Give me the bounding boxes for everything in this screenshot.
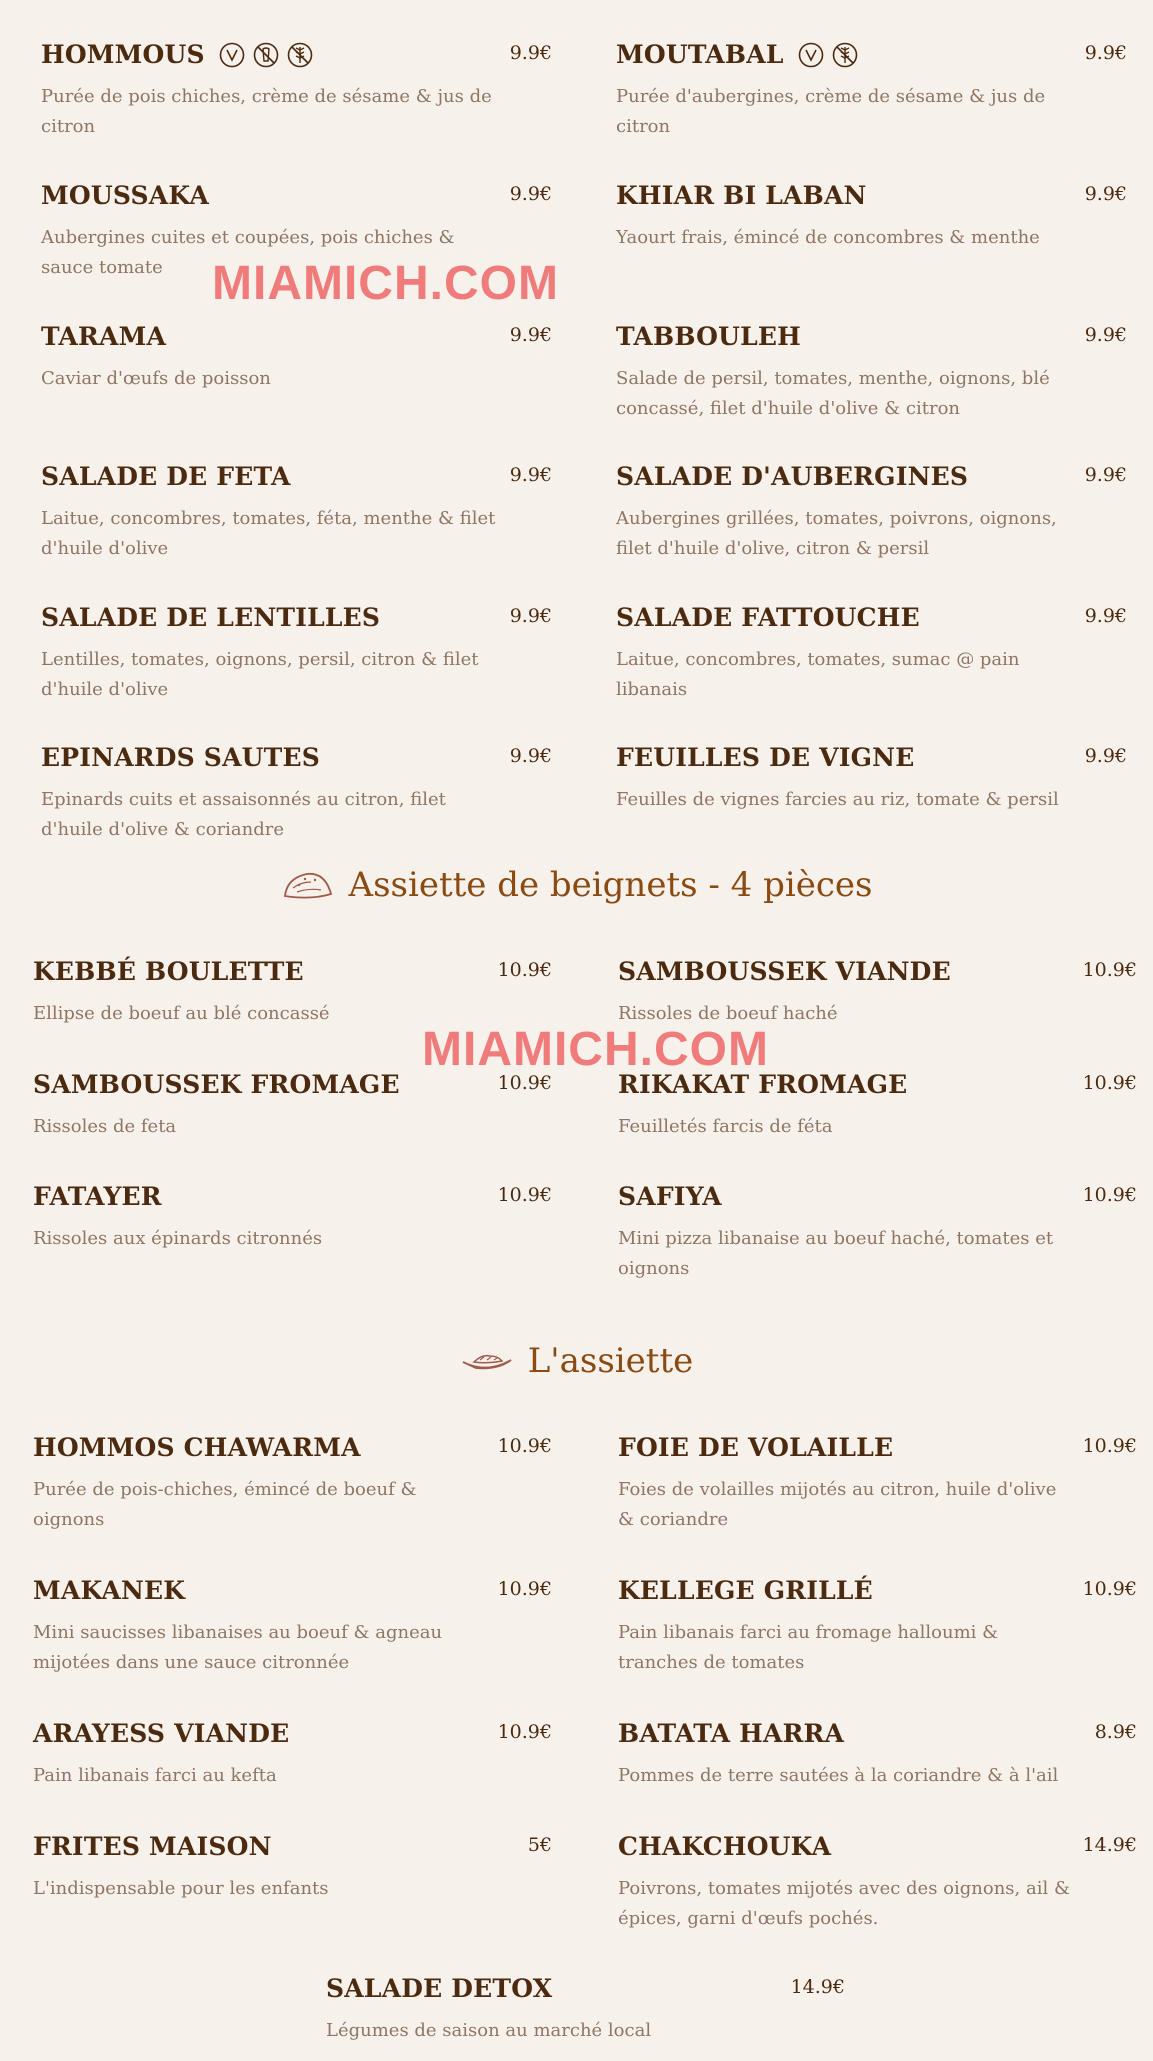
item-name: MOUTABAL xyxy=(616,40,784,69)
item-price: 14.9€ xyxy=(790,1976,845,1998)
item-price: 9.9€ xyxy=(509,183,552,205)
item-name: SALADE DETOX xyxy=(326,1974,553,2003)
item-description: Rissoles aux épinards citronnés xyxy=(33,1228,323,1249)
item-name: EPINARDS SAUTES xyxy=(41,743,320,772)
item-description: Feuilletés farcis de féta xyxy=(618,1116,833,1137)
no-wheat-icon xyxy=(832,42,858,68)
menu-item-foie-de-volaille xyxy=(618,1433,1137,1533)
fritter-icon xyxy=(281,868,335,902)
item-description: Salade de persil, tomates, menthe, oignons, blé concassé, filet d'huile d'olive & citron xyxy=(616,368,1050,419)
item-description: Rissoles de feta xyxy=(33,1116,177,1137)
item-price: 9.9€ xyxy=(509,324,552,346)
item-description: Mini pizza libanaise au boeuf haché, tomates et oignons xyxy=(618,1228,1054,1279)
item-name: FEUILLES DE VIGNE xyxy=(616,743,915,772)
item-description: Pain libanais farci au kefta xyxy=(33,1765,277,1786)
item-price: 9.9€ xyxy=(509,745,552,767)
vegan-v-icon xyxy=(798,42,824,68)
item-name: CHAKCHOUKA xyxy=(618,1832,832,1861)
item-description: Rissoles de boeuf haché xyxy=(618,1003,838,1024)
watermark: MIAMICH.COM xyxy=(422,1023,769,1076)
item-description: Poivrons, tomates mijotés avec des oignons, ail & épices, garni d'œufs pochés. xyxy=(618,1878,1070,1929)
menu-item-salade-de-lentilles xyxy=(41,603,552,703)
item-price: 9.9€ xyxy=(1084,324,1127,346)
item-price: 10.9€ xyxy=(497,1435,552,1457)
item-description: Epinards cuits et assaisonnés au citron, filet d'huile d'olive & coriandre xyxy=(41,789,446,840)
item-price: 10.9€ xyxy=(1082,1435,1137,1457)
item-name: BATATA HARRA xyxy=(618,1719,845,1748)
section-title-assiette xyxy=(0,1338,1153,1384)
item-description: Lentilles, tomates, oignons, persil, citron & filet d'huile d'olive xyxy=(41,649,479,700)
item-name: TABBOULEH xyxy=(616,322,801,351)
item-price: 9.9€ xyxy=(509,605,552,627)
item-name: FOIE DE VOLAILLE xyxy=(618,1433,894,1462)
item-description: Feuilles de vignes farcies au riz, tomate & persil xyxy=(616,789,1059,810)
item-description: Yaourt frais, émincé de concombres & menthe xyxy=(616,227,1040,248)
item-price: 10.9€ xyxy=(497,1721,552,1743)
item-description: Foies de volailles mijotés au citron, huile d'olive & coriandre xyxy=(618,1479,1057,1530)
item-description: Laitue, concombres, tomates, sumac @ pain libanais xyxy=(616,649,1020,700)
item-price: 10.9€ xyxy=(497,1578,552,1600)
item-name: HOMMOUS xyxy=(41,40,205,69)
item-price: 9.9€ xyxy=(509,464,552,486)
item-name: HOMMOS CHAWARMA xyxy=(33,1433,361,1462)
item-description: L'indispensable pour les enfants xyxy=(33,1878,329,1899)
item-name: SAMBOUSSEK VIANDE xyxy=(618,957,951,986)
item-description: Pain libanais farci au fromage halloumi & tranches de tomates xyxy=(618,1622,999,1673)
item-name: FRITES MAISON xyxy=(33,1832,272,1861)
item-price: 9.9€ xyxy=(1084,745,1127,767)
item-description: Aubergines grillées, tomates, poivrons, oignons, filet d'huile d'olive, citron & persil xyxy=(616,508,1057,559)
menu-item-tabbouleh xyxy=(616,322,1127,422)
menu-item-salade-aubergines xyxy=(616,462,1127,562)
menu-item-samboussek-fromage xyxy=(33,1070,552,1150)
item-name: KELLEGE GRILLÉ xyxy=(618,1576,873,1605)
menu-item-salade-de-feta xyxy=(41,462,552,562)
menu-item-feuilles-de-vigne xyxy=(616,743,1127,843)
item-name: SALADE DE FETA xyxy=(41,462,291,491)
item-description: Purée de pois-chiches, émincé de boeuf & oignons xyxy=(33,1479,417,1530)
menu-item-khiar-bi-laban xyxy=(616,181,1127,281)
item-name: KHIAR BI LABAN xyxy=(616,181,867,210)
item-price: 9.9€ xyxy=(1084,605,1127,627)
item-price: 9.9€ xyxy=(1084,183,1127,205)
menu-item-tarama xyxy=(41,322,552,422)
item-price: 10.9€ xyxy=(497,1184,552,1206)
menu-item-arayess-viande xyxy=(33,1719,552,1799)
item-price: 9.9€ xyxy=(509,42,552,64)
item-price: 14.9€ xyxy=(1082,1834,1137,1856)
diet-icons xyxy=(798,42,858,68)
item-price: 10.9€ xyxy=(1082,1578,1137,1600)
item-description: Légumes de saison au marché local xyxy=(326,2020,652,2041)
item-price: 9.9€ xyxy=(1084,464,1127,486)
item-name: MAKANEK xyxy=(33,1576,186,1605)
item-name: MOUSSAKA xyxy=(41,181,209,210)
item-name: KEBBÉ BOULETTE xyxy=(33,957,304,986)
item-description: Mini saucisses libanaises au boeuf & agneau mijotées dans une sauce citronnée xyxy=(33,1622,443,1673)
item-price: 10.9€ xyxy=(497,1072,552,1094)
item-price: 8.9€ xyxy=(1094,1721,1137,1743)
menu-item-batata-harra xyxy=(618,1719,1137,1799)
item-description: Caviar d'œufs de poisson xyxy=(41,368,271,389)
item-name: ARAYESS VIANDE xyxy=(33,1719,290,1748)
item-price: 10.9€ xyxy=(497,959,552,981)
section-title-beignets xyxy=(0,862,1153,908)
item-description: Aubergines cuites et coupées, pois chiches & sauce tomate xyxy=(41,227,455,278)
plate-icon xyxy=(460,1344,514,1378)
menu-item-hommous xyxy=(41,40,552,140)
item-price: 9.9€ xyxy=(1084,42,1127,64)
item-name: SALADE DE LENTILLES xyxy=(41,603,381,632)
section-title-text: Assiette de beignets - 4 pièces xyxy=(348,865,873,905)
menu-item-safiya xyxy=(618,1182,1137,1282)
item-price: 5€ xyxy=(527,1834,552,1856)
menu-item-fatayer xyxy=(33,1182,552,1262)
item-description: Pommes de terre sautées à la coriandre & à l'ail xyxy=(618,1765,1059,1786)
menu-item-salade-fattouche xyxy=(616,603,1127,703)
menu-item-hommos-chawarma xyxy=(33,1433,552,1533)
item-price: 10.9€ xyxy=(1082,959,1137,981)
menu-item-chakchouka xyxy=(618,1832,1137,1932)
section-title-text: L'assiette xyxy=(527,1341,694,1381)
menu-item-moutabal xyxy=(616,40,1127,140)
diet-icons xyxy=(219,42,313,68)
vegan-v-icon xyxy=(219,42,245,68)
item-description: Ellipse de boeuf au blé concassé xyxy=(33,1003,330,1024)
item-name: SAFIYA xyxy=(618,1182,722,1211)
item-description: Laitue, concombres, tomates, féta, menthe & filet d'huile d'olive xyxy=(41,508,496,559)
menu-item-salade-detox xyxy=(326,1974,845,2054)
item-name: RIKAKAT FROMAGE xyxy=(618,1070,908,1099)
item-description: Purée de pois chiches, crème de sésame & jus de citron xyxy=(41,86,492,137)
item-name: TARAMA xyxy=(41,322,167,351)
no-gluten-icon xyxy=(253,42,279,68)
item-name: SAMBOUSSEK FROMAGE xyxy=(33,1070,400,1099)
item-price: 10.9€ xyxy=(1082,1184,1137,1206)
menu-item-kellege-grille xyxy=(618,1576,1137,1676)
menu-item-rikakat-fromage xyxy=(618,1070,1137,1150)
item-price: 10.9€ xyxy=(1082,1072,1137,1094)
menu-item-makanek xyxy=(33,1576,552,1676)
no-wheat-icon xyxy=(287,42,313,68)
item-description: Purée d'aubergines, crème de sésame & jus de citron xyxy=(616,86,1046,137)
watermark: MIAMICH.COM xyxy=(212,257,559,310)
item-name: FATAYER xyxy=(33,1182,162,1211)
item-name: SALADE FATTOUCHE xyxy=(616,603,920,632)
menu-item-frites-maison xyxy=(33,1832,552,1912)
item-name: SALADE D'AUBERGINES xyxy=(616,462,969,491)
menu-item-epinards-sautes xyxy=(41,743,552,843)
